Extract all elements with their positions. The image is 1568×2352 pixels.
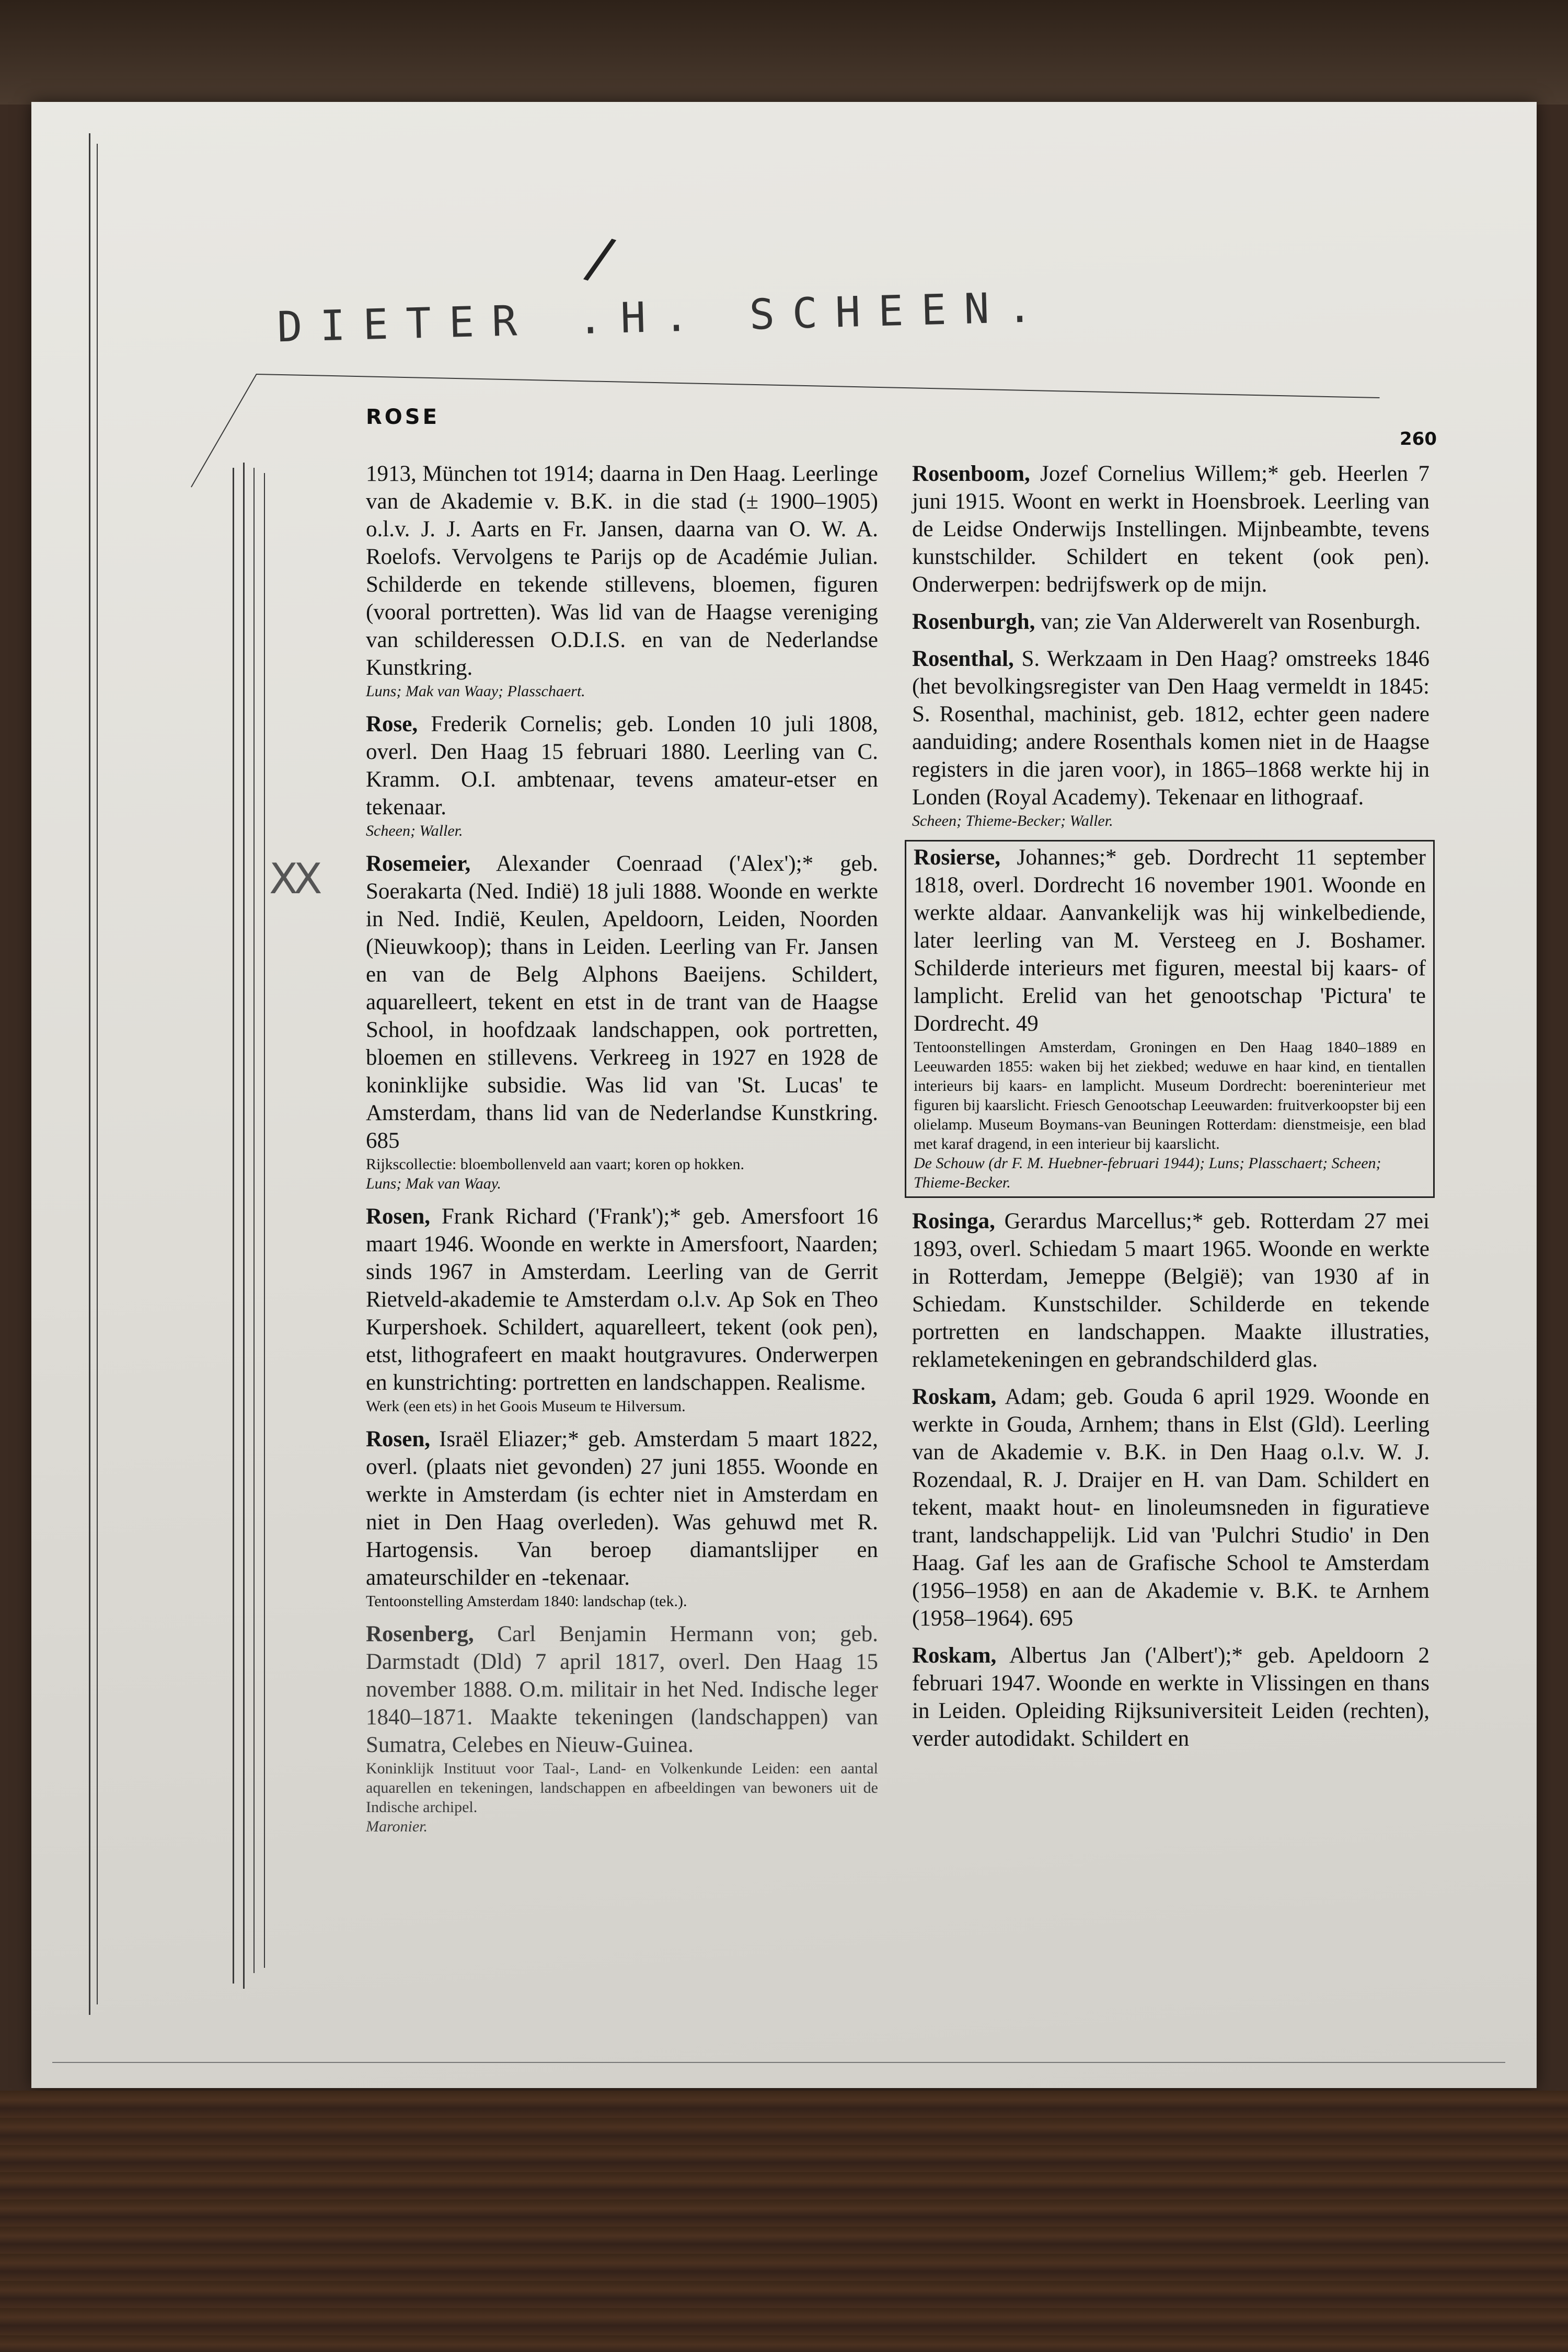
- dictionary-entry: [366, 1425, 878, 1611]
- entry-body: [912, 1207, 1429, 1374]
- dictionary-entry: [912, 1207, 1429, 1374]
- dictionary-entry: [912, 1642, 1429, 1753]
- entry-sources: Luns; Mak van Waay; Plasschaert.: [366, 683, 585, 700]
- entry-headword: Rosemeier,: [366, 851, 471, 876]
- dictionary-entry: [912, 645, 1429, 831]
- entry-body: [366, 710, 878, 821]
- entry-headword: Rosinga,: [912, 1209, 995, 1233]
- frame-background-bottom: [0, 2091, 1568, 2352]
- dictionary-entry: [912, 608, 1429, 636]
- entry-body: [912, 1642, 1429, 1753]
- scan-line: [89, 133, 90, 2015]
- entry-body: [912, 645, 1429, 811]
- entry-sources: Luns; Mak van Waay.: [366, 1175, 501, 1192]
- entry-text: S. Werkzaam in Den Haag? omstreeks 1846 (het bevolkingsregister van Den Haag vermeldt in 1845: S. Rosenthal, machinist, geb. 1812, echter geen nadere aanduiding; andere Rosenthals komen niet in de Haagse registers in die jaren voor), in 1865–1868 werkte hij in Londen (Royal Academy). Tekenaar en lithograaf.: [912, 647, 1430, 810]
- entry-sources: Maronier.: [366, 1818, 428, 1835]
- entry-headword: Rose,: [366, 712, 418, 736]
- entry-headword: Rosen,: [366, 1427, 431, 1451]
- scan-line: [253, 468, 255, 1973]
- entry-collection-note: Tentoonstelling Amsterdam 1840: landschap (tek.).: [366, 1593, 687, 1610]
- entry-sources: De Schouw (dr F. M. Huebner-februari 1944); Luns; Plasschaert; Scheen; Thieme-Becker.: [914, 1155, 1381, 1191]
- entry-text: Johannes;* geb. Dordrecht 11 september 1818, overl. Dordrecht 16 november 1901. Woonde en werkte aldaar. Aanvankelijk was hij winkelbediende, later leerling van M. Versteeg en J. Boshamer. Schilderde interieurs met figuren, meestal bij kaars- of lamplicht. Erelid van het genootschap 'Pictura' te Dordrecht. 49: [914, 845, 1426, 1036]
- entry-body: [366, 1425, 878, 1592]
- entry-headword: Roskam,: [912, 1385, 997, 1409]
- entry-collection-note: Rijkscollectie: bloembollenveld aan vaart; koren op hokken.: [366, 1156, 744, 1173]
- scan-line: [243, 463, 245, 1989]
- handwritten-tick-mark: /: [581, 223, 620, 293]
- running-head: ROSE: [366, 405, 440, 429]
- entry-body: [366, 1203, 878, 1397]
- dictionary-entry: [366, 710, 878, 840]
- entry-collection-note: Koninklijk Instituut voor Taal-, Land- en Volkenkunde Leiden: een aantal aquarellen en tekeningen, landschappen en afbeeldingen van bewoners uit de Indische archipel.: [366, 1760, 878, 1816]
- entry-text: Israël Eliazer;* geb. Amsterdam 5 maart 1822, overl. (plaats niet gevonden) 27 juni 1855. Woonde en werkte in Amsterdam (is echter niet in Amsterdam en niet in Den Haag overleden). Was gehuwd met R. Hartogensis. Van beroep diamantslijper en amateurschilder en -tekenaar.: [366, 1427, 879, 1590]
- frame-background-top: [0, 0, 1568, 105]
- right-column: [912, 460, 1429, 1762]
- entry-headword: Rosenthal,: [912, 647, 1014, 671]
- entry-collection-note: Werk (een ets) in het Goois Museum te Hilversum.: [366, 1398, 686, 1415]
- dictionary-entry: [912, 1383, 1429, 1632]
- entry-body: [912, 608, 1429, 636]
- entry-body: [912, 460, 1429, 598]
- scan-line: [97, 144, 98, 2004]
- entry-text: Frederik Cornelis; geb. Londen 10 juli 1808, overl. Den Haag 15 februari 1880. Leerling van C. Kramm. O.I. ambtenaar, tevens amateur-etser en tekenaar.: [366, 712, 879, 820]
- entry-collection-note: Tentoonstellingen Amsterdam, Groningen en Den Haag 1840–1889 en Leeuwarden 1855: waken bij het ziekbed; weduwe en haar kind, en tientallen interieurs bij kaars- en lamplicht. Museum Dordrecht: boereninterieur met figuren bij kaarslicht. Friesch Genootschap Leeuwarden: fruitverkoopster bij een olielamp. Museum Boymans-van Beuningen Rotterdam: dienstmeisje, een blad met karaf dragend, in een interieur bij kaarslicht.: [914, 1039, 1426, 1152]
- left-column: [366, 460, 878, 1846]
- scan-line: [264, 473, 265, 1968]
- entry-text: Albertus Jan ('Albert');* geb. Apeldoorn 2 februari 1947. Woonde en werkte in Vlissingen en thans in Leiden. Opleiding Rijksuniversiteit Leiden (rechten), verder autodidakt. Schildert en: [912, 1643, 1429, 1751]
- entry-text: Adam; geb. Gouda 6 april 1929. Woonde en werkte in Gouda, Arnhem; thans in Elst (Gld). Leerling van de Akademie v. B.K. in Den Haag o.l.v. W. J. Rozendaal, R. J. Draijer en H. van Dam. Schildert en tekent, maakt hout- en linoleumsneden in figuratieve trant, landschappelijk. Lid van 'Pulchri Studio' in Den Haag. Gaf les aan de Grafische School te Amsterdam (1956–1958) en aan de Akademie v. B.K. te Arnhem (1958–1964). 695: [912, 1385, 1429, 1631]
- scan-line: [52, 2062, 1505, 2063]
- entry-text: Carl Benjamin Hermann von; geb. Darmstadt (Dld) 7 april 1817, overl. Den Haag 15 november 1888. O.m. militair in het Ned. Indische leger 1840–1871. Maakte tekeningen (landschappen) van Sumatra, Celebes en Nieuw-Guinea.: [366, 1622, 878, 1757]
- entry-text: Gerardus Marcellus;* geb. Rotterdam 27 mei 1893, overl. Schiedam 5 maart 1965. Woonde en werkte in Rotterdam, Jemeppe (België); van 1930 af in Schiedam. Kunstschilder. Schilderde en tekende portretten en landschappen. Maakte illustraties, reklametekeningen en gebrandschilderd glas.: [912, 1209, 1429, 1372]
- entry-body: [366, 1620, 878, 1759]
- entry-headword: Rosenberg,: [366, 1622, 474, 1646]
- scan-line: [233, 468, 234, 1984]
- entry-text: 1913, München tot 1914; daarna in Den Haag. Leerlinge van de Akademie v. B.K. in die stad (± 1900–1905) o.l.v. J. J. Aarts en Fr. Jansen, daarna van O. W. A. Roelofs. Vervolgens te Parijs op de Académie Julian. Schilderde en tekende stillevens, bloemen, figuren (vooral portretten). Was lid van de Haagse vereniging van schilderessen O.D.I.S. en van de Nederlandse Kunstkring.: [366, 462, 878, 680]
- page-number: 260: [1400, 429, 1437, 449]
- entry-text: Jozef Cornelius Willem;* geb. Heerlen 7 juni 1915. Woont en werkt in Hoensbroek. Leerling van de Leidse Onderwijs Instellingen. Mijnbeambte, tevens kunstschilder. Schildert en tekent (ook pen). Onderwerpen: bedrijfswerk op de mijn.: [912, 462, 1429, 597]
- entry-headword: Rosenboom,: [912, 462, 1030, 486]
- entry-headword: Roskam,: [912, 1643, 997, 1668]
- scan-line: [256, 374, 1380, 398]
- entry-sources: Scheen; Waller.: [366, 822, 463, 839]
- dictionary-entry: [366, 850, 878, 1193]
- dictionary-entry: [912, 460, 1429, 598]
- dictionary-entry: [366, 1203, 878, 1416]
- entry-text: Frank Richard ('Frank');* geb. Amersfoort 16 maart 1946. Woonde en werkte in Amersfoort, Naarden; sinds 1967 in Amsterdam. Leerling van de Gerrit Rietveld-akademie te Amsterdam o.l.v. Ap Sok en Theo Kurpershoek. Schildert, aquarelleert, tekent (ook pen), etst, lithografeert en maakt houtgravures. Onderwerpen en kunstrichting: portretten en landschappen. Realisme.: [366, 1204, 879, 1395]
- entry-body: [366, 850, 878, 1155]
- entry-headword: Rosenburgh,: [912, 609, 1035, 634]
- handwritten-name: DIETER .H. SCHEEN.: [276, 282, 1051, 352]
- scan-line: [191, 374, 257, 488]
- dictionary-entry: [366, 1620, 878, 1836]
- dictionary-entry: [366, 460, 878, 701]
- handwritten-xx-mark: XX: [269, 855, 318, 903]
- entry-body: [912, 1383, 1429, 1632]
- dictionary-entry: [905, 840, 1435, 1198]
- entry-text: Alexander Coenraad ('Alex');* geb. Soerakarta (Ned. Indië) 18 juli 1888. Woonde en werkte in Ned. Indië, Keulen, Apeldoorn, Leiden, Noorden (Nieuwkoop); thans in Leiden. Leerling van Fr. Jansen en van de Belg Alphons Baeijens. Schildert, aquarelleert, tekent en etst in de trant van de Haagse School, in hoofdzaak landschappen, ook portretten, bloemen en stillevens. Verkreeg in 1927 en 1928 de koninklijke subsidie. Was lid van 'St. Lucas' te Amsterdam, thans lid van de Nederlandse Kunstkring. 685: [366, 851, 878, 1153]
- entry-headword: Rosierse,: [914, 845, 1000, 870]
- entry-sources: Scheen; Thieme-Becker; Waller.: [912, 812, 1113, 829]
- entry-text: van; zie Van Alderwerelt van Rosenburgh.: [1041, 609, 1421, 634]
- entry-body: [914, 844, 1426, 1037]
- entry-body: [366, 460, 878, 682]
- entry-headword: Rosen,: [366, 1204, 431, 1229]
